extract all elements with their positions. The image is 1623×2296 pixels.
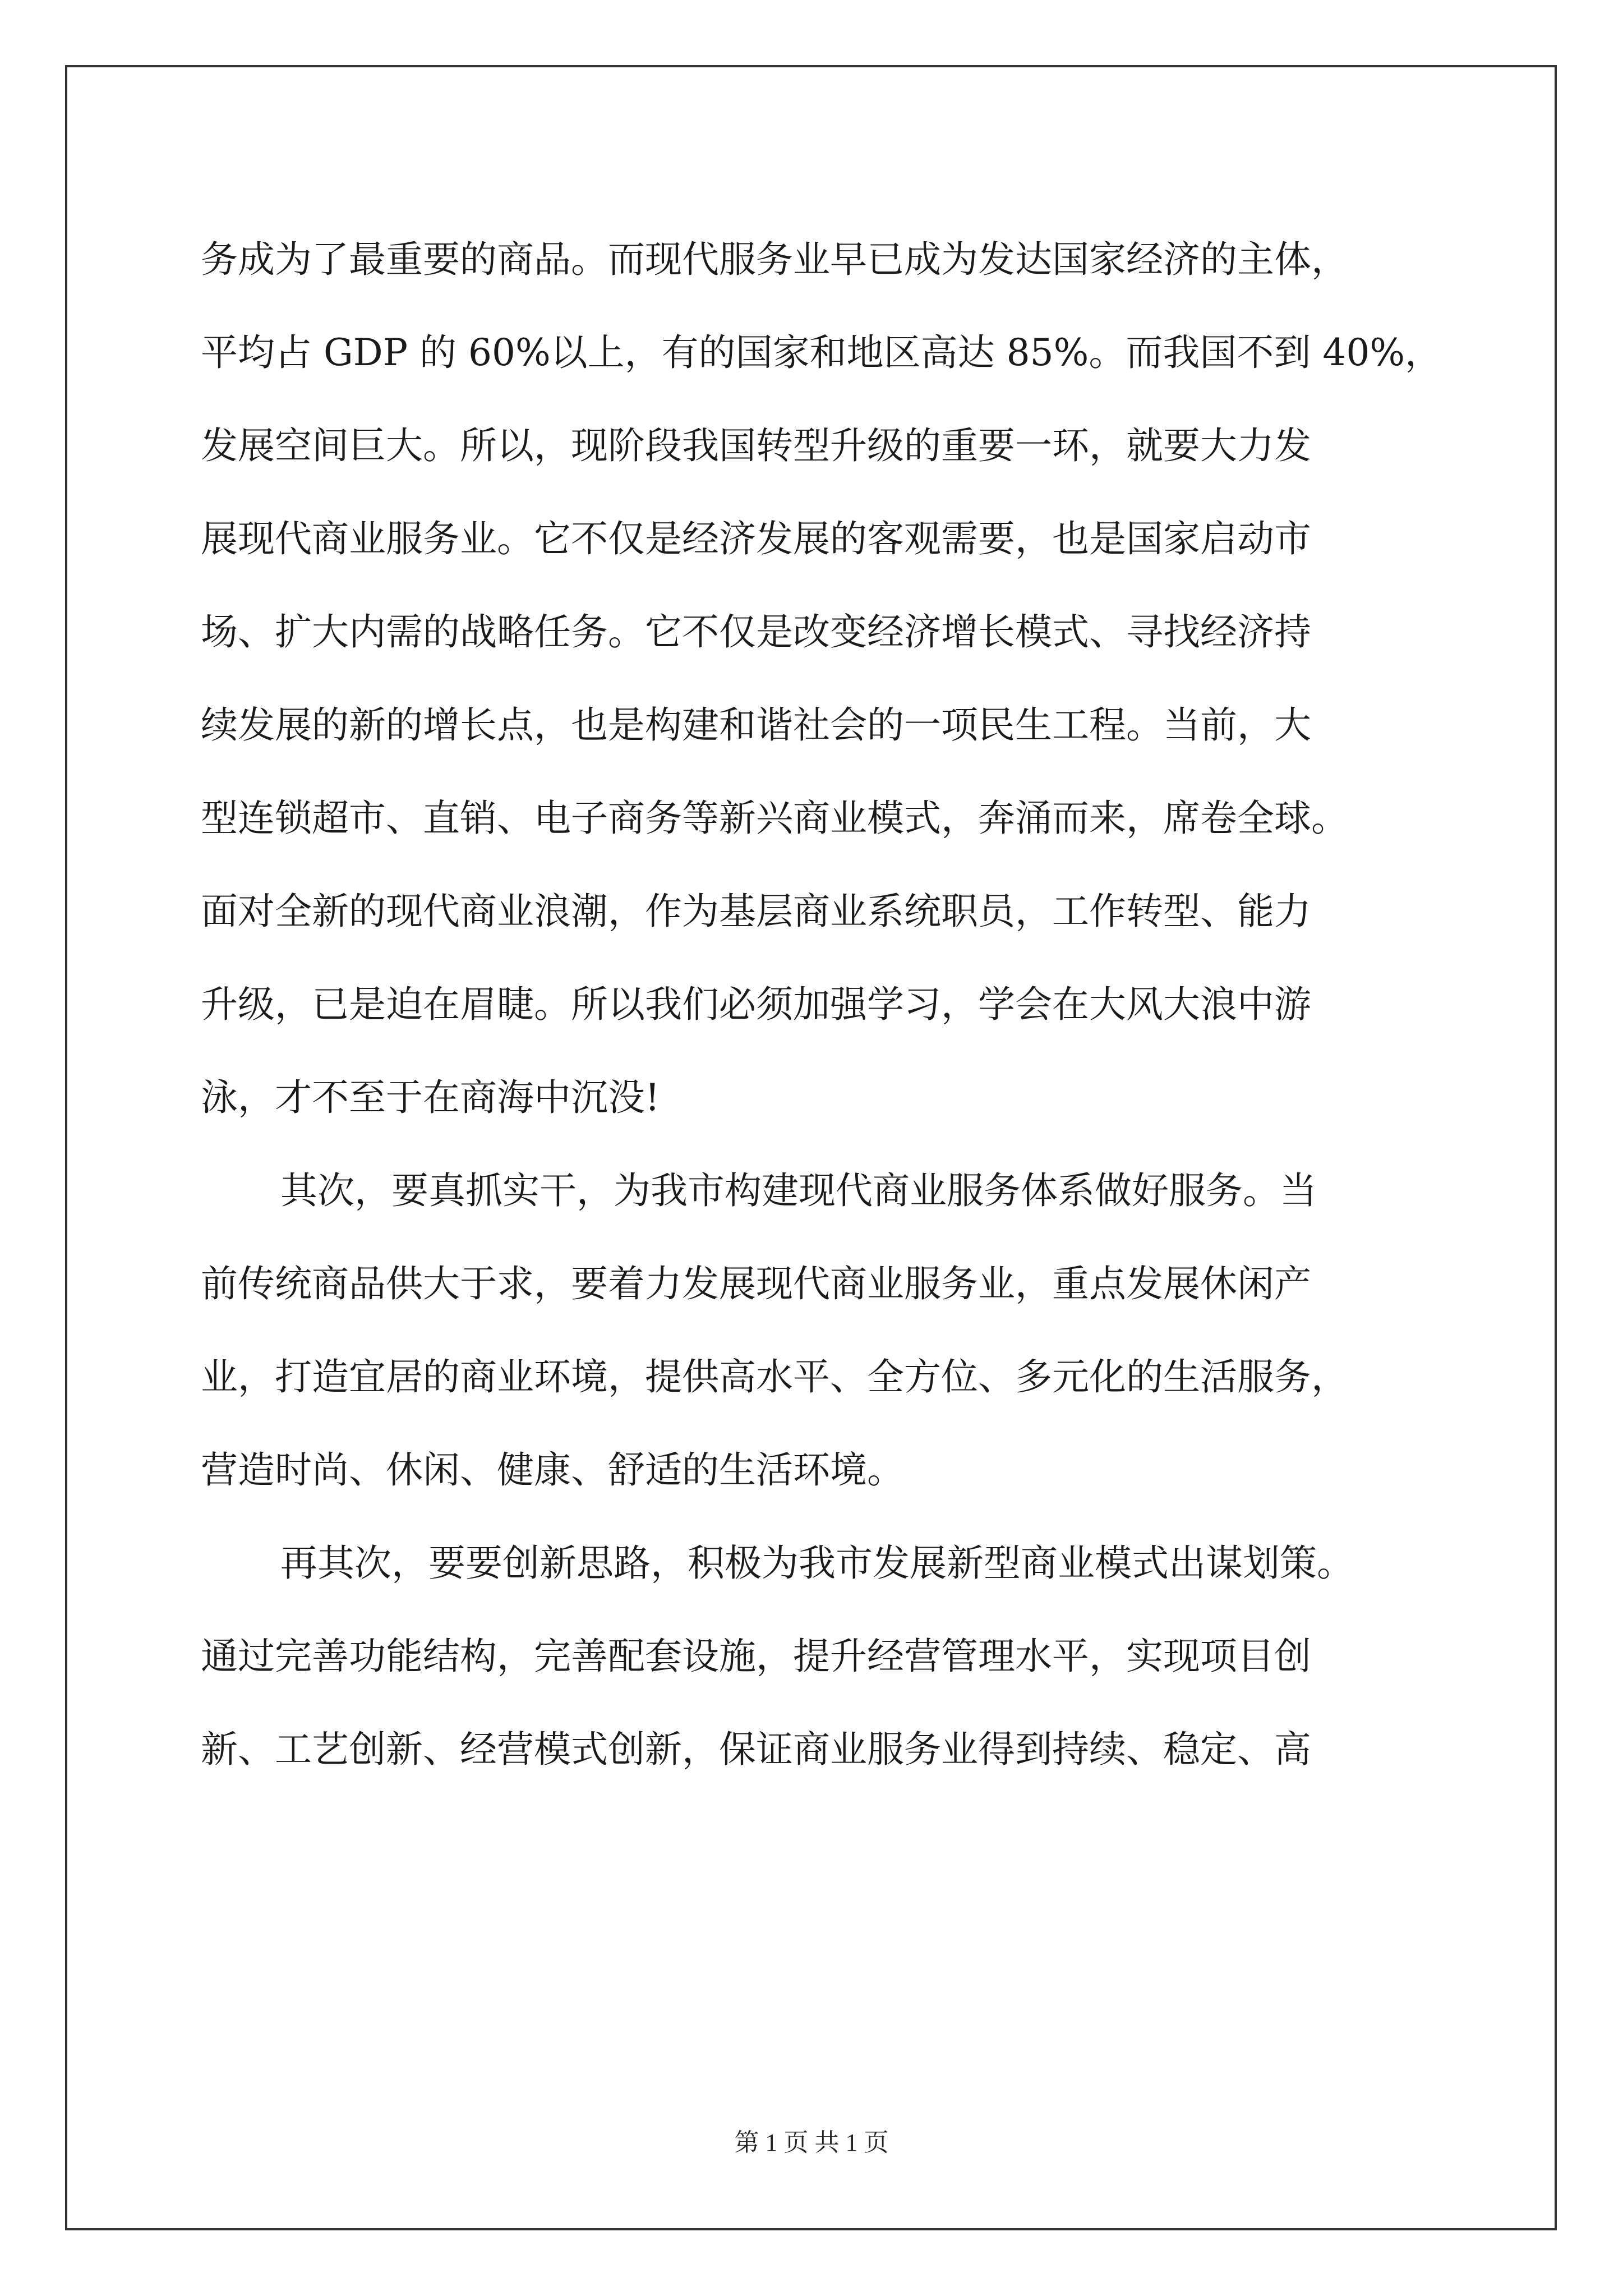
text-line: 营造时尚、休闲、健康、舒适的生活环境。 [201, 1448, 904, 1492]
text-line: 场、扩大内需的战略任务。它不仅是改变经济增长模式、寻找经济持 [201, 610, 1311, 654]
text-line: 型连锁超市、直销、电子商务等新兴商业模式，奔涌而来，席卷全球。 [201, 797, 1348, 840]
text-line: 前传统商品供大于求，要着力发展现代商业服务业，重点发展休闲产 [201, 1262, 1311, 1305]
text-line: 务成为了最重要的商品。而现代服务业早已成为发达国家经济的主体， [201, 238, 1348, 281]
text-line: 展现代商业服务业。它不仅是经济发展的客观需要，也是国家启动市 [201, 517, 1311, 560]
text-line: 泳，才不至于在商海中沉没! [201, 1076, 660, 1119]
text-line: 新、工艺创新、经营模式创新，保证商业服务业得到持续、稳定、高 [201, 1728, 1311, 1771]
text-line: 面对全新的现代商业浪潮，作为基层商业系统职员，工作转型、能力 [201, 890, 1311, 933]
text-line: 发展空间巨大。所以，现阶段我国转型升级的重要一环，就要大力发 [201, 424, 1311, 467]
document-body [201, 213, 1440, 1796]
text-line: 平均占 GDP 的 60%以上，有的国家和地区高达 85%。而我国不到 40%， [201, 331, 1442, 374]
text-line: 升级，已是迫在眉睫。所以我们必须加强学习，学会在大风大浪中游 [201, 983, 1311, 1026]
text-line: 通过完善功能结构，完善配套设施，提升经营管理水平，实现项目创 [201, 1635, 1311, 1678]
paragraph-start-line: 其次，要真抓实干，为我市构建现代商业服务体系做好服务。当 [280, 1169, 1317, 1212]
text-line: 续发展的新的增长点，也是构建和谐社会的一项民生工程。当前，大 [201, 703, 1311, 747]
paragraph-start-line: 再其次，要要创新思路，积极为我市发展新型商业模式出谋划策。 [280, 1542, 1354, 1585]
text-line: 业，打造宜居的商业环境，提供高水平、全方位、多元化的生活服务， [201, 1355, 1348, 1398]
page-number-footer: 第 1 页 共 1 页 [734, 2129, 889, 2156]
